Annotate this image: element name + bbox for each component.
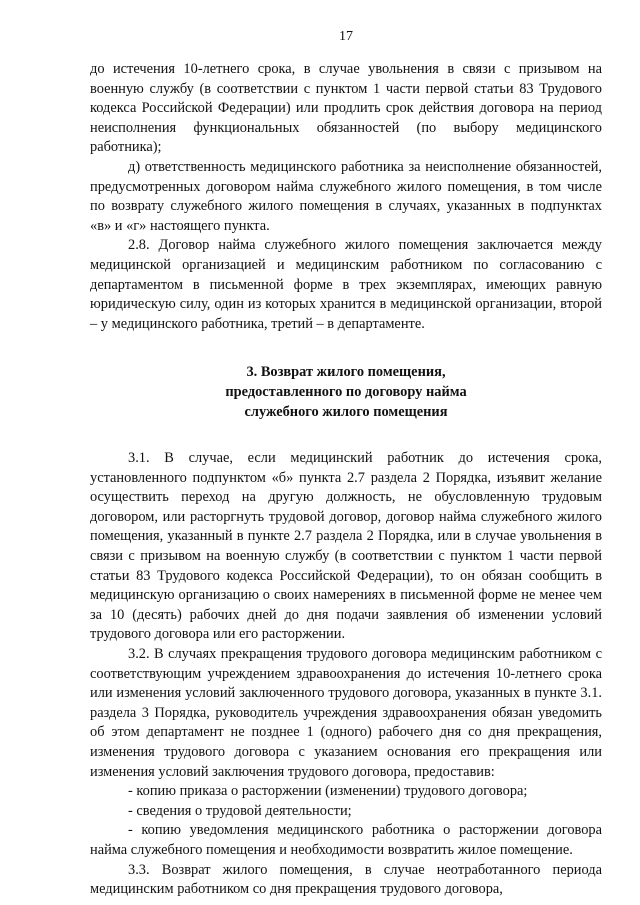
page-number: 17 — [339, 29, 353, 44]
paragraph-3-2: 3.2. В случаях прекращения трудового договора медицинским работником с соответствующим учреждением здравоохранения до истечения 10-летнего срока или изменения условий заключенного трудового договора, указанных в пункте 3.1. раздела 3 Порядка, руководитель учреждения здравоохранения обязан уведомить об этом департамент не позднее 1 (одного) рабочего дня со дня прекращения, изменения трудового договора с указанием основания его прекращения или изменения условий заключения трудового договора, предоставив: — [90, 646, 602, 780]
paragraph-3-1: 3.1. В случае, если медицинский работник до истечения срока, установленного подпунктом «б» пункта 2.7 раздела 2 Порядка, изъявит желание осуществить переход на другую должность, не обусловленную трудовым договором, или расторгнуть трудовой договор, договор найма служебного жилого помещения, указанный в пункте 2.7 раздела 2 Порядка, или в случае увольнения в связи с призывом на военную службу (в соответствии с пунктом 1 части первой статьи 83 Трудового кодекса Российской Федерации), то он обязан сообщить в медицинскую организацию о своих намерениях в письменной форме не менее чем за 10 (десять) рабочих дней до дня подачи заявления об изменении условий трудового договора или его расторжении. — [90, 450, 602, 643]
paragraph-2-8: 2.8. Договор найма служебного жилого помещения заключается между медицинской организацией и медицинским работником по согласованию с департаментом в письменной форме в трех экземплярах, имеющих равную юридическую силу, один из которых хранится в медицинской организации, второй – у медицинского работника, третий – в департаменте. — [90, 237, 602, 332]
list-item: - копию приказа о расторжении (изменении) трудового договора; — [128, 783, 528, 800]
section-title — [90, 363, 602, 422]
section-title-line: служебного жилого помещения — [244, 403, 448, 420]
paragraph-continuation: до истечения 10-летнего срока, в случае увольнения в связи с призывом на военную службу (в соответствии с пунктом 1 части первой статьи 83 Трудового кодекса Российской Федерации) или продлить срок действия договора на период неисполнения функциональных обязанностей (по выбору медицинского работника); — [90, 61, 602, 156]
section-title-line: предоставленного по договору найма — [225, 383, 467, 400]
list-item: - копию уведомления медицинского работника о расторжении договора найма служебного помещения и необходимости возвратить жилое помещение. — [90, 822, 602, 858]
paragraph-subitem-d: д) ответственность медицинского работника за неисполнение обязанностей, предусмотренных договором найма служебного жилого помещения, в том числе по возврату служебного жилого помещения в случаях, указанных в подпунктах «в» и «г» настоящего пункта. — [90, 158, 602, 234]
paragraph-3-3: 3.3. Возврат жилого помещения, в случае неотработанного периода медицинским работником со дня прекращения трудового договора, — [90, 861, 602, 898]
list-item: - сведения о трудовой деятельности; — [128, 802, 352, 819]
section-title-line: 3. Возврат жилого помещения, — [246, 364, 446, 381]
document-body — [90, 60, 602, 900]
